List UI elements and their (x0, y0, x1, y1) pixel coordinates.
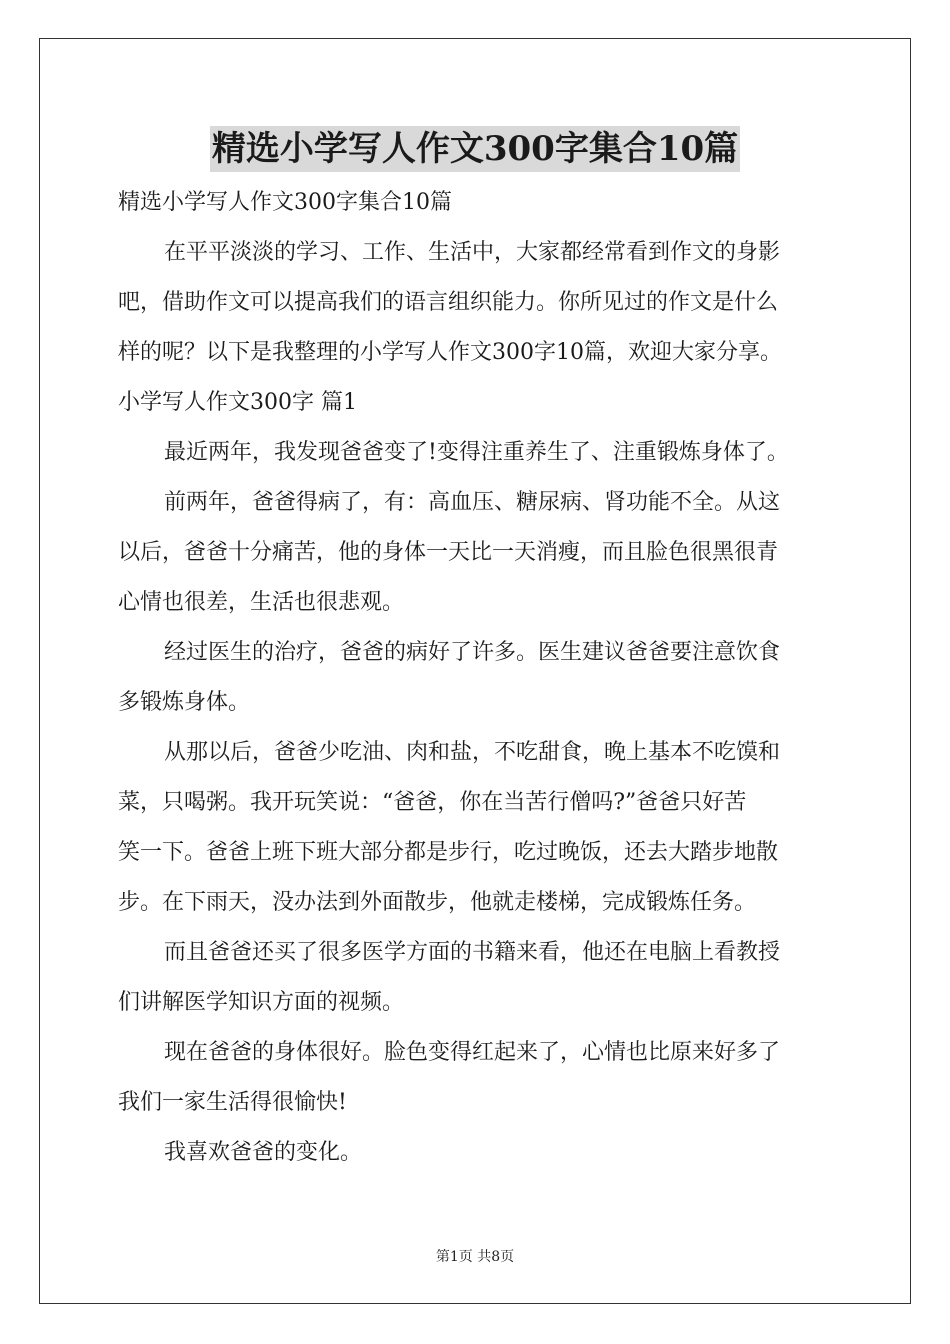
body-line: 以后，爸爸十分痛苦，他的身体一天比一天消瘦，而且脸色很黑很青 (118, 540, 779, 565)
body-line: 现在爸爸的身体很好。脸色变得红起来了，心情也比原来好多了 (164, 1040, 781, 1065)
body-line: 步。在下雨天，没办法到外面散步，他就走楼梯，完成锻炼任务。 (118, 890, 757, 915)
body-line: 我喜欢爸爸的变化。 (164, 1140, 363, 1165)
body-line: 经过医生的治疗，爸爸的病好了许多。医生建议爸爸要注意饮食 (164, 640, 781, 665)
document-title: 精选小学写人作文300字集合10篇 (210, 126, 740, 172)
body-line: 精选小学写人作文300字集合10篇 (118, 190, 452, 215)
body-line: 吧，借助作文可以提高我们的语言组织能力。你所见过的作文是什么 (118, 290, 779, 315)
body-line: 笑一下。爸爸上班下班大部分都是步行，吃过晚饭，还去大踏步地散 (118, 840, 779, 865)
body-line: 样的呢？以下是我整理的小学写人作文300字10篇，欢迎大家分享。 (118, 340, 782, 365)
body-line: 们讲解医学知识方面的视频。 (118, 990, 405, 1015)
body-line: 前两年，爸爸得病了，有：高血压、糖尿病、肾功能不全。从这 (164, 490, 781, 515)
body-line: 在平平淡淡的学习、工作、生活中，大家都经常看到作文的身影 (164, 240, 781, 265)
body-line: 心情也很差，生活也很悲观。 (118, 590, 405, 615)
body-line: 多锻炼身体。 (118, 690, 251, 715)
body-line: 菜，只喝粥。我开玩笑说：“爸爸，你在当苦行僧吗?”爸爸只好苦 (118, 790, 747, 815)
document-body (118, 178, 834, 1178)
section-heading: 小学写人作文300字 篇1 (118, 390, 357, 415)
title-container (0, 126, 950, 172)
body-line: 我们一家生活得很愉快! (118, 1090, 347, 1115)
page-number-footer: 第1页 共8页 (435, 1249, 515, 1265)
body-line: 从那以后，爸爸少吃油、肉和盐，不吃甜食，晚上基本不吃馍和 (164, 740, 781, 765)
body-line: 最近两年，我发现爸爸变了!变得注重养生了、注重锻炼身体了。 (164, 440, 789, 465)
body-line: 而且爸爸还买了很多医学方面的书籍来看，他还在电脑上看教授 (164, 940, 781, 965)
